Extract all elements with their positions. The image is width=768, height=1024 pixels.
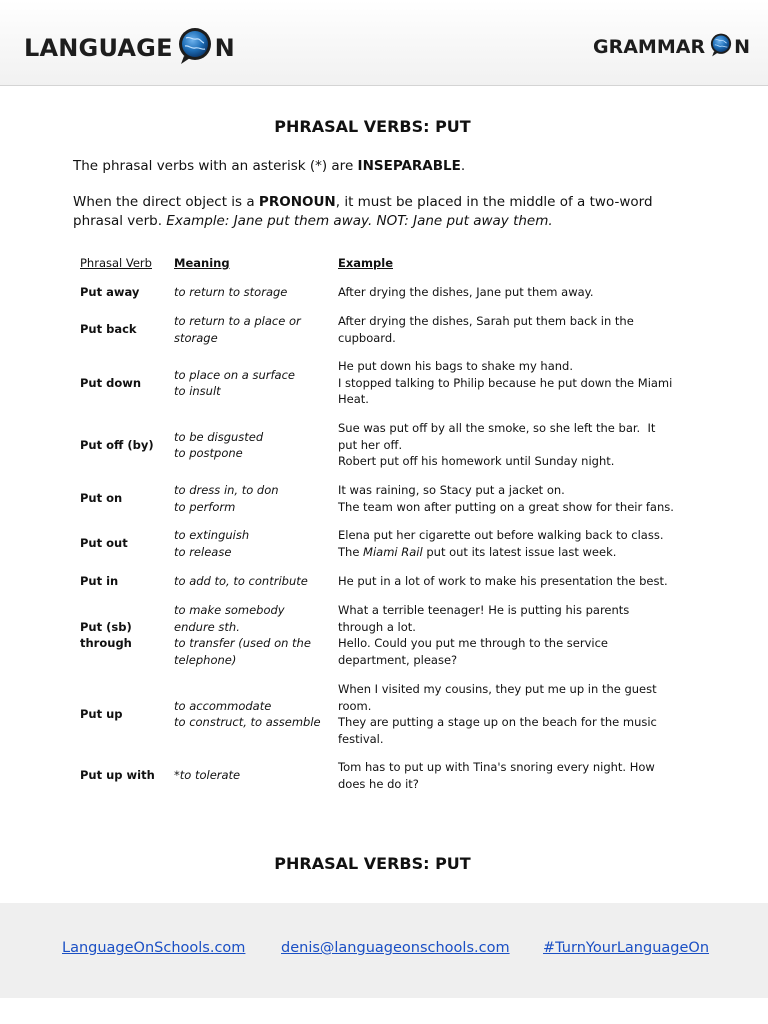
table-cell-meaning bbox=[174, 698, 332, 731]
table-cell-meaning-line: to release bbox=[174, 544, 232, 559]
table-cell-meaning bbox=[174, 602, 332, 668]
table-cell-meaning bbox=[174, 767, 332, 784]
table-cell-verb-line: Put up with bbox=[80, 768, 155, 783]
table-cell-meaning-line: to extinguish bbox=[174, 528, 250, 542]
table-cell-example bbox=[338, 681, 678, 747]
table-cell-verb bbox=[80, 321, 172, 338]
table-cell-example-line: I stopped talking to Philip because he put down the Miami bbox=[338, 375, 673, 390]
table-cell-example-line: It was raining, so Stacy put a jacket on. bbox=[338, 483, 565, 497]
language-on-logo[interactable] bbox=[24, 27, 235, 69]
table-cell-meaning-line: to insult bbox=[174, 384, 221, 398]
table-cell-verb bbox=[80, 535, 172, 552]
globe-icon bbox=[709, 32, 733, 62]
intro-bold: PRONOUN bbox=[258, 194, 336, 210]
table-cell-example-line: What a terrible teenager! He is putting his parents bbox=[338, 603, 630, 617]
globe-icon bbox=[176, 26, 214, 70]
table-cell-example-line: After drying the dishes, Sarah put them back in the bbox=[338, 314, 634, 328]
table-cell-example-line: The team won after putting on a great show for their fans. bbox=[338, 499, 674, 514]
table-cell-meaning-line: to construct, to assemble bbox=[174, 715, 321, 729]
table-cell-verb bbox=[80, 375, 172, 392]
table-cell-verb-line: Put away bbox=[80, 285, 140, 299]
table-cell-meaning-line: *to tolerate bbox=[174, 768, 241, 783]
logo-word: GRAMMAR bbox=[593, 36, 706, 58]
grammar-on-logo[interactable] bbox=[593, 32, 750, 62]
table-cell-verb bbox=[80, 284, 172, 301]
table-cell-verb-line: Put out bbox=[80, 536, 128, 551]
table-cell-meaning-line: telephone) bbox=[174, 652, 237, 667]
hashtag-link[interactable]: #TurnYourLanguageOn bbox=[543, 940, 710, 956]
email-link[interactable]: denis@languageonschools.com bbox=[281, 940, 510, 956]
table-cell-example bbox=[338, 527, 678, 560]
table-cell-meaning bbox=[174, 527, 332, 560]
intro-text: When the direct object is a bbox=[73, 194, 259, 210]
logo-word: LANGUAGE bbox=[24, 34, 173, 62]
table-cell-meaning bbox=[174, 284, 332, 301]
intro-example: Example: Jane put them away. NOT: Jane put away them. bbox=[166, 213, 553, 229]
page-header bbox=[0, 0, 768, 86]
table-cell-meaning-line: to dress in, to don bbox=[174, 483, 279, 497]
table-cell-example-line: festival. bbox=[338, 731, 384, 746]
table-cell-example-line: Elena put her cigarette out before walking back to class. bbox=[338, 528, 664, 542]
intro-paragraph-inseparable bbox=[73, 157, 673, 176]
table-cell-meaning-line: to perform bbox=[174, 499, 236, 514]
table-cell-example-line: They are putting a stage up on the beach for the music bbox=[338, 715, 657, 729]
table-cell-meaning-line: to return to storage bbox=[174, 285, 288, 299]
table-cell-meaning-line: to be disgusted bbox=[174, 429, 264, 444]
table-cell-meaning-line: endure sth. bbox=[174, 619, 240, 634]
table-cell-verb-line: Put in bbox=[80, 574, 119, 588]
table-header-example: Example bbox=[338, 256, 393, 270]
table-cell-verb bbox=[80, 490, 172, 507]
logo-suffix: N bbox=[214, 34, 235, 62]
table-cell-meaning-line: to add to, to contribute bbox=[174, 574, 308, 588]
logo-suffix: N bbox=[734, 36, 750, 58]
table-cell-example-line: Robert put off his homework until Sunday night. bbox=[338, 454, 615, 468]
table-cell-example-line: through a lot. bbox=[338, 619, 416, 634]
table-cell-verb bbox=[80, 437, 172, 454]
table-cell-verb-line: Put down bbox=[80, 375, 142, 390]
table-cell-example bbox=[338, 420, 678, 470]
page-title-repeat: PHRASAL VERBS: PUT bbox=[274, 854, 471, 873]
table-cell-example bbox=[338, 284, 678, 301]
table-cell-verb bbox=[80, 619, 172, 652]
table-cell-verb-line: Put (sb) bbox=[80, 619, 132, 634]
table-header-verb: Phrasal Verb bbox=[80, 256, 152, 270]
table-cell-verb bbox=[80, 767, 172, 784]
table-cell-meaning-line: to return to a place or bbox=[174, 314, 301, 328]
table-cell-verb-line: Put on bbox=[80, 491, 123, 506]
table-cell-example-line: put her off. bbox=[338, 437, 403, 452]
table-cell-verb-line: through bbox=[80, 636, 132, 650]
table-cell-meaning bbox=[174, 482, 332, 515]
table-cell-example-line: Tom has to put up with Tina's snoring every night. How bbox=[338, 760, 655, 774]
table-cell-example bbox=[338, 573, 678, 590]
table-cell-example bbox=[338, 759, 678, 792]
table-cell-example-line: cupboard. bbox=[338, 330, 396, 345]
table-cell-example-line: Heat. bbox=[338, 392, 369, 406]
table-cell-example-line: When I visited my cousins, they put me up in the guest bbox=[338, 682, 657, 696]
table-cell-example bbox=[338, 602, 678, 668]
table-cell-example-line: The Miami Rail put out its latest issue last week. bbox=[338, 544, 617, 559]
table-cell-meaning bbox=[174, 367, 332, 400]
intro-bold: INSEPARABLE bbox=[357, 158, 461, 174]
intro-text: . bbox=[460, 158, 466, 174]
table-cell-verb-line: Put up bbox=[80, 706, 123, 721]
table-cell-meaning-line: to place on a surface bbox=[174, 367, 295, 382]
table-cell-example-line: does he do it? bbox=[338, 776, 419, 791]
intro-text: , it must be placed in the middle of a two-word phrasal verb. bbox=[73, 194, 653, 229]
table-cell-meaning-line: to postpone bbox=[174, 446, 243, 460]
table-cell-verb bbox=[80, 573, 172, 590]
table-cell-meaning-line: to transfer (used on the bbox=[174, 636, 311, 650]
table-cell-example-line: department, please? bbox=[338, 652, 458, 667]
table-cell-meaning-line: to make somebody bbox=[174, 603, 285, 617]
table-cell-example bbox=[338, 313, 678, 346]
page-title: PHRASAL VERBS: PUT bbox=[274, 117, 471, 136]
table-cell-meaning bbox=[174, 573, 332, 590]
table-header-meaning: Meaning bbox=[174, 256, 230, 270]
table-cell-example-line: After drying the dishes, Jane put them away. bbox=[338, 285, 594, 299]
table-cell-example-line: room. bbox=[338, 698, 372, 713]
table-cell-verb-line: Put off (by) bbox=[80, 437, 154, 452]
table-cell-example-line: Hello. Could you put me through to the service bbox=[338, 636, 608, 650]
table-cell-example bbox=[338, 358, 678, 408]
table-cell-example-line: He put in a lot of work to make his presentation the best. bbox=[338, 574, 668, 588]
intro-paragraph-pronoun bbox=[73, 193, 673, 231]
table-cell-example bbox=[338, 482, 678, 515]
table-cell-meaning-line: storage bbox=[174, 330, 218, 345]
table-cell-example-line: Sue was put off by all the smoke, so she left the bar. It bbox=[338, 421, 656, 435]
table-cell-meaning-line: to accommodate bbox=[174, 698, 272, 713]
intro-text: The phrasal verbs with an asterisk (*) are bbox=[73, 158, 358, 174]
table-cell-meaning bbox=[174, 313, 332, 346]
website-link[interactable]: LanguageOnSchools.com bbox=[62, 940, 246, 956]
table-cell-verb-line: Put back bbox=[80, 322, 137, 337]
table-cell-meaning bbox=[174, 429, 332, 462]
table-cell-verb bbox=[80, 706, 172, 723]
table-cell-example-line: He put down his bags to shake my hand. bbox=[338, 359, 573, 373]
